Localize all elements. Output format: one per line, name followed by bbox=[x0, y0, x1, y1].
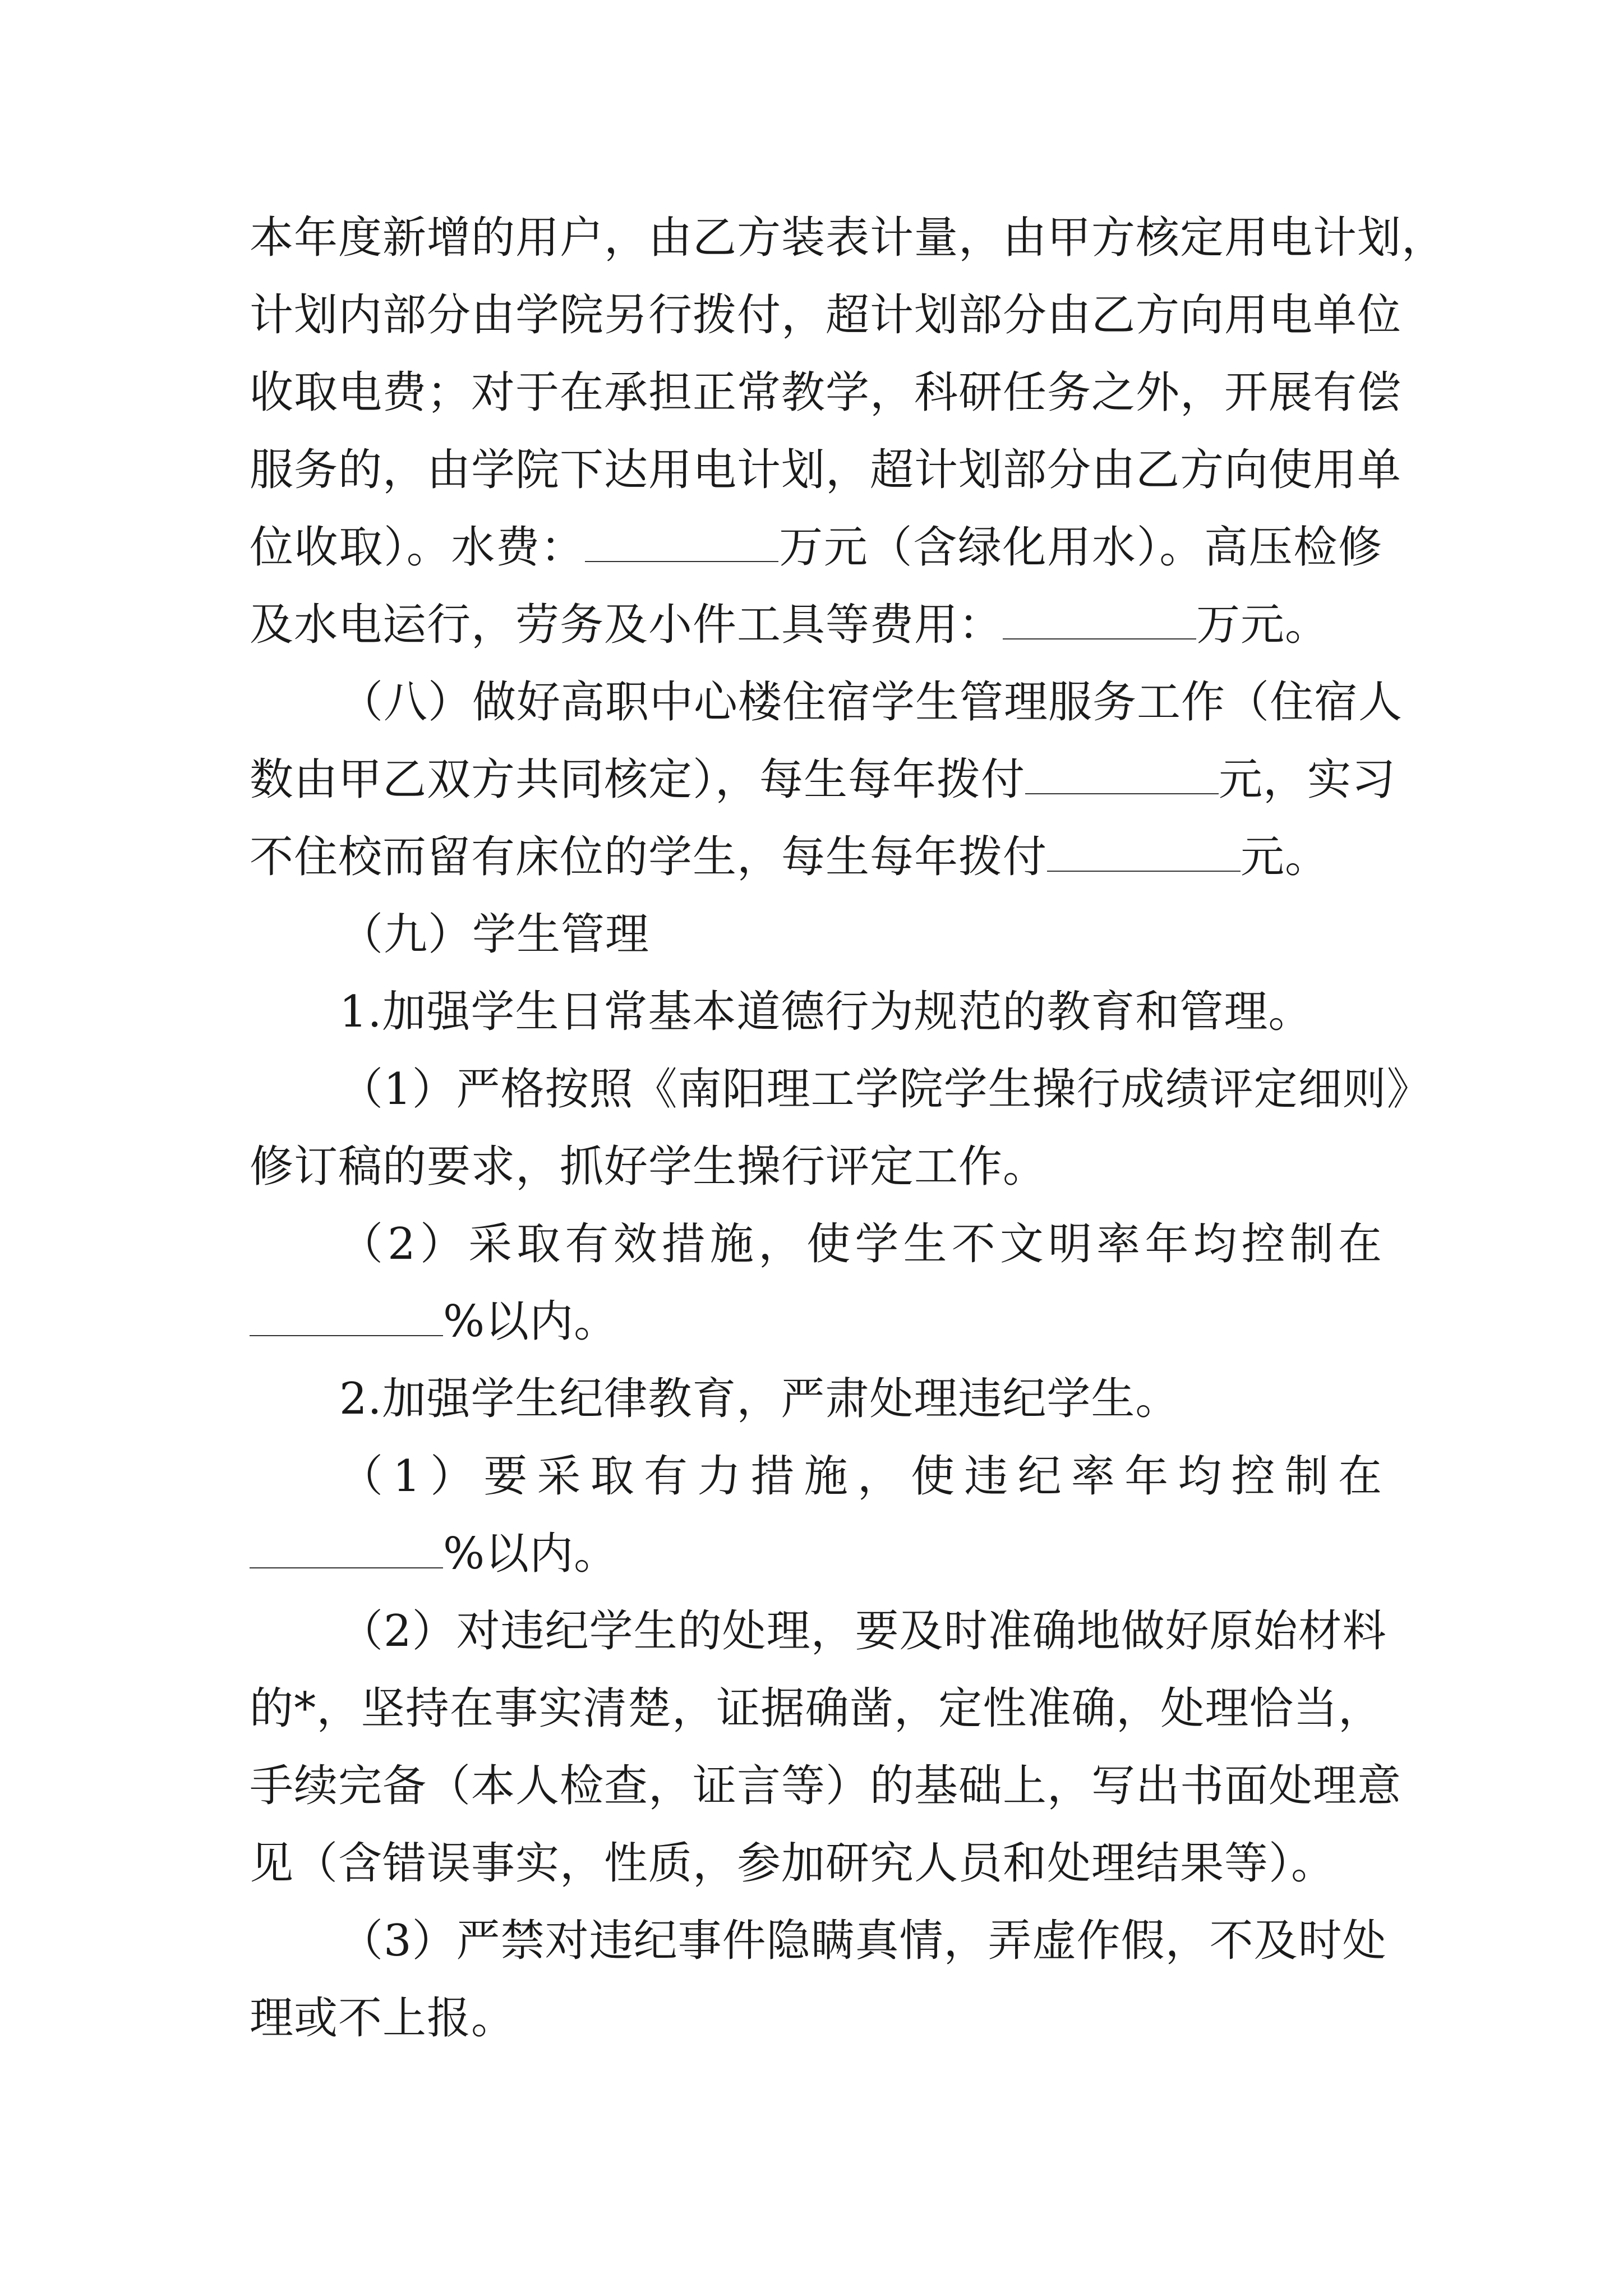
section2-item3-line: （3）严禁对违纪事件隐瞒真情，弄虚作假，不及时处 bbox=[339, 1916, 1387, 1966]
section2-item2-line: 手续完备（本人检查，证言等）的基础上，写出书面处理意 bbox=[250, 1761, 1402, 1811]
section1-item2-line: （2）采取有效措施，使学生不文明率年均控制在 bbox=[339, 1219, 1382, 1269]
item8-unit: 元。 bbox=[1241, 832, 1330, 882]
water-fee-blank[interactable] bbox=[585, 526, 778, 562]
item8-line: （八）做好高职中心楼住宿学生管理服务工作（住宿人 bbox=[339, 677, 1403, 728]
section1-item1-line: 修订稿的要求，抓好学生操行评定工作。 bbox=[250, 1142, 1048, 1192]
item8-line bbox=[250, 741, 1396, 818]
paragraph-line: 服务的，由学院下达用电计划，超计划部分由乙方向使用单 bbox=[250, 445, 1402, 495]
section1-heading: 1.加强学生日常基本道德行为规范的教育和管理。 bbox=[339, 987, 1313, 1037]
item8-text: 不住校而留有床位的学生，每生每年拨付 bbox=[250, 832, 1048, 882]
violation-rate-blank[interactable] bbox=[250, 1533, 443, 1568]
item8-text: 数由甲乙双方共同核定），每生每年拨付 bbox=[250, 754, 1026, 805]
water-fee-line bbox=[250, 509, 1382, 586]
water-fee-unit: 万元（含绿化用水）。高压检修 bbox=[778, 522, 1382, 573]
uncivil-rate-unit: %以内。 bbox=[443, 1296, 619, 1347]
section2-item2-line: 的*，坚持在事实清楚，证据确凿，定性准确，处理恰当， bbox=[250, 1683, 1382, 1734]
item9-heading: （九）学生管理 bbox=[339, 909, 650, 960]
labor-fee-text: 及水电运行，劳务及小件工具等费用： bbox=[250, 600, 1003, 650]
section1-item1-line: （1）严格按照《南阳理工学院学生操行成绩评定细则》 bbox=[339, 1064, 1431, 1115]
bed-fee-blank[interactable] bbox=[1047, 836, 1241, 872]
section1-item2-line bbox=[250, 1283, 1382, 1360]
section2-item3-line: 理或不上报。 bbox=[250, 1993, 516, 2044]
item8-line bbox=[250, 818, 1382, 896]
section2-item1-line bbox=[250, 1515, 1382, 1593]
labor-fee-line bbox=[250, 586, 1382, 664]
document-page bbox=[250, 199, 1446, 2057]
item8-unit: 元，实习 bbox=[1219, 754, 1396, 805]
section2-item2-line: （2）对违纪学生的处理，要及时准确地做好原始材料 bbox=[339, 1606, 1387, 1657]
paragraph-line: 计划内部分由学院另行拨付，超计划部分由乙方向用电单位 bbox=[250, 290, 1402, 341]
uncivil-rate-blank[interactable] bbox=[250, 1300, 443, 1336]
labor-fee-unit: 万元。 bbox=[1196, 600, 1330, 650]
paragraph-line: 本年度新增的用户，由乙方装表计量，由甲方核定用电计划， bbox=[250, 213, 1446, 263]
water-fee-text: 位收取）。水费： bbox=[250, 522, 585, 573]
section2-heading: 2.加强学生纪律教育，严肃处理违纪学生。 bbox=[339, 1374, 1180, 1424]
labor-fee-blank[interactable] bbox=[1003, 604, 1196, 639]
boarding-fee-blank[interactable] bbox=[1025, 758, 1219, 794]
violation-rate-unit: %以内。 bbox=[443, 1529, 619, 1579]
section2-item1-line: （1）要采取有力措施，使违纪率年均控制在 bbox=[339, 1451, 1382, 1502]
section2-item2-line: 见（含错误事实，性质，参加研究人员和处理结果等）。 bbox=[250, 1838, 1336, 1889]
paragraph-line: 收取电费；对于在承担正常教学，科研任务之外，开展有偿 bbox=[250, 367, 1402, 418]
